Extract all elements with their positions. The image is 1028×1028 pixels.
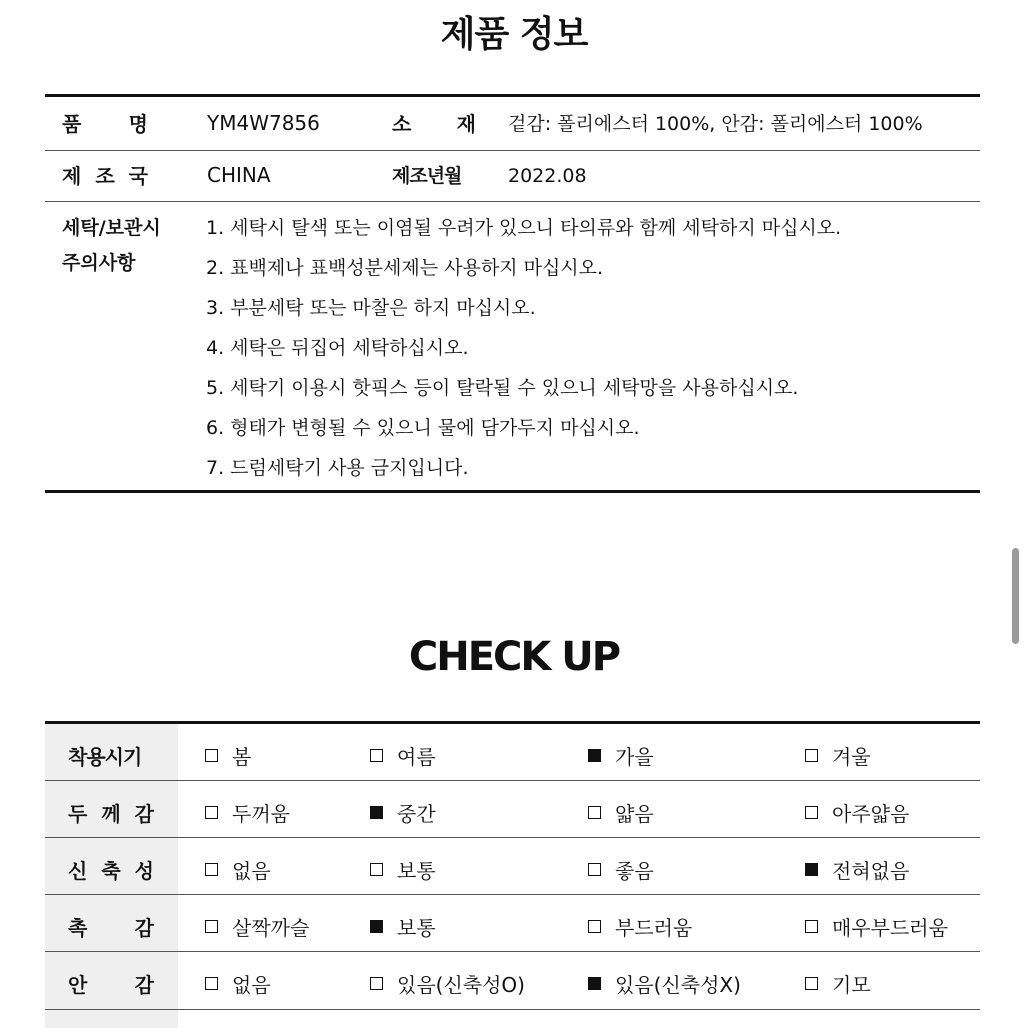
checked-box-icon[interactable] xyxy=(588,977,601,990)
checkup-option-label: 매우부드러움 xyxy=(832,916,948,940)
unchecked-box-icon[interactable] xyxy=(370,977,383,990)
checkup-row-label: 신 축 성 xyxy=(68,859,154,883)
checkup-option[interactable] xyxy=(588,741,654,770)
checkup-option[interactable] xyxy=(588,912,692,941)
checkup-option[interactable] xyxy=(588,798,654,827)
unchecked-box-icon[interactable] xyxy=(205,920,218,933)
table-top-rule xyxy=(45,94,980,97)
label-care-line1: 세탁/보관시 xyxy=(62,217,161,239)
checkup-option-label: 없음 xyxy=(232,859,271,883)
scrollbar-thumb[interactable] xyxy=(1012,548,1019,644)
checkup-option[interactable] xyxy=(205,855,271,884)
label-manufacture-date: 제조년월 xyxy=(392,165,462,187)
care-item: 4. 세탁은 뒤집어 세탁하십시오. xyxy=(206,337,469,359)
unchecked-box-icon[interactable] xyxy=(805,920,818,933)
checkup-option[interactable] xyxy=(805,969,871,998)
unchecked-box-icon[interactable] xyxy=(805,977,818,990)
unchecked-box-icon[interactable] xyxy=(588,920,601,933)
checkup-option-label: 여름 xyxy=(397,745,436,769)
unchecked-box-icon[interactable] xyxy=(588,863,601,876)
checkup-option-label: 얇음 xyxy=(615,802,654,826)
checkup-option-label: 살짝까슬 xyxy=(232,916,310,940)
checkup-option-label: 좋음 xyxy=(615,859,654,883)
row-divider xyxy=(45,201,980,202)
checkup-option[interactable] xyxy=(805,741,871,770)
value-country: CHINA xyxy=(207,163,271,187)
checkup-option[interactable] xyxy=(588,855,654,884)
checkup-row-label: 두 께 감 xyxy=(68,802,154,826)
care-item: 2. 표백제나 표백성분세제는 사용하지 마십시오. xyxy=(206,257,604,279)
unchecked-box-icon[interactable] xyxy=(370,749,383,762)
checkup-option-label: 없음 xyxy=(232,973,271,997)
unchecked-box-icon[interactable] xyxy=(205,806,218,819)
checkup-row-label: 촉 감 xyxy=(68,916,154,940)
checkup-top-rule xyxy=(45,721,980,724)
label-care-line2: 주의사항 xyxy=(62,252,136,274)
checkup-option-label: 있음(신축성X) xyxy=(615,973,741,997)
checkup-option-label: 겨울 xyxy=(832,745,871,769)
checkup-option[interactable] xyxy=(370,741,436,770)
care-item: 7. 드럼세탁기 사용 금지입니다. xyxy=(206,457,469,479)
checkup-option[interactable] xyxy=(205,969,271,998)
product-info-title: 제품 정보 xyxy=(440,14,588,55)
care-item: 5. 세탁기 이용시 핫픽스 등이 탈락될 수 있으니 세탁망을 사용하십시오. xyxy=(206,377,799,399)
checkup-option[interactable] xyxy=(370,969,525,998)
checkup-option-label: 가을 xyxy=(615,745,654,769)
row-divider xyxy=(45,1009,980,1010)
checked-box-icon[interactable] xyxy=(805,863,818,876)
row-divider xyxy=(45,150,980,151)
checkup-option[interactable] xyxy=(805,855,909,884)
checkup-row-label: 안 감 xyxy=(68,973,154,997)
checkup-option-label: 전혀없음 xyxy=(832,859,910,883)
unchecked-box-icon[interactable] xyxy=(805,749,818,762)
checked-box-icon[interactable] xyxy=(370,920,383,933)
checkup-option-label: 부드러움 xyxy=(615,916,693,940)
checkup-option[interactable] xyxy=(805,912,948,941)
unchecked-box-icon[interactable] xyxy=(205,863,218,876)
checkup-option-label: 있음(신축성O) xyxy=(397,973,525,997)
checkup-option-label: 봄 xyxy=(232,745,252,769)
checkup-option-label: 보통 xyxy=(397,916,436,940)
checkup-option[interactable] xyxy=(805,798,909,827)
table-bottom-rule xyxy=(45,490,980,493)
unchecked-box-icon[interactable] xyxy=(588,806,601,819)
checkup-row-label: 착용시기 xyxy=(68,745,142,769)
row-divider xyxy=(45,951,980,952)
checkup-option[interactable] xyxy=(205,912,309,941)
checkup-option[interactable] xyxy=(370,855,436,884)
checkup-option-label: 아주얇음 xyxy=(832,802,910,826)
value-manufacture-date: 2022.08 xyxy=(508,165,587,187)
checkup-option[interactable] xyxy=(370,798,436,827)
checkup-option-label: 두꺼움 xyxy=(232,802,290,826)
care-item: 3. 부분세탁 또는 마찰은 하지 마십시오. xyxy=(206,297,536,319)
care-item: 6. 형태가 변형될 수 있으니 물에 담가두지 마십시오. xyxy=(206,417,640,439)
care-item: 1. 세탁시 탈색 또는 이염될 우려가 있으니 타의류와 함께 세탁하지 마십시오. xyxy=(206,217,842,239)
row-divider xyxy=(45,894,980,895)
unchecked-box-icon[interactable] xyxy=(205,977,218,990)
checkup-option-label: 중간 xyxy=(397,802,436,826)
label-material: 소 재 xyxy=(392,112,476,136)
label-product-name: 품 명 xyxy=(62,112,148,136)
checkup-option-label: 기모 xyxy=(832,973,871,997)
row-divider xyxy=(45,837,980,838)
unchecked-box-icon[interactable] xyxy=(805,806,818,819)
row-divider xyxy=(45,780,980,781)
checkup-title: CHECK UP xyxy=(408,634,620,680)
value-material: 겉감: 폴리에스터 100%, 안감: 폴리에스터 100% xyxy=(508,113,923,135)
value-product-name: YM4W7856 xyxy=(207,111,320,135)
unchecked-box-icon[interactable] xyxy=(205,749,218,762)
label-country: 제 조 국 xyxy=(62,164,148,188)
checked-box-icon[interactable] xyxy=(588,749,601,762)
checkup-option[interactable] xyxy=(588,969,741,998)
checkup-option[interactable] xyxy=(205,798,290,827)
unchecked-box-icon[interactable] xyxy=(370,863,383,876)
checkup-option[interactable] xyxy=(370,912,436,941)
checked-box-icon[interactable] xyxy=(370,806,383,819)
checkup-option-label: 보통 xyxy=(397,859,436,883)
checkup-option[interactable] xyxy=(205,741,251,770)
